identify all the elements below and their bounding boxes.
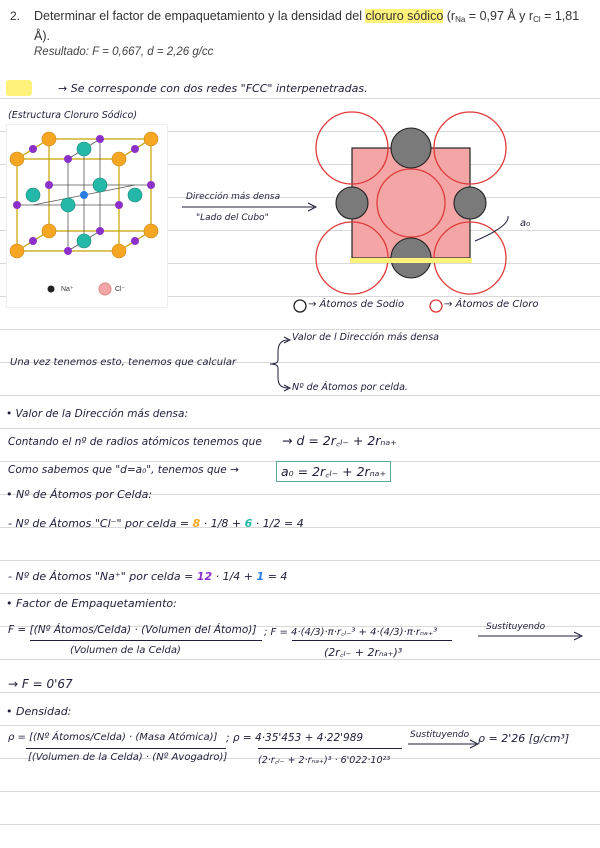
section-density-title: • Densidad:	[6, 705, 72, 718]
highlighted-term: cloruro sódico	[365, 9, 444, 23]
section-direction-title: • Valor de la Dirección más densa:	[6, 408, 188, 420]
atoms-cl-corner-count: 8	[192, 517, 201, 530]
calc-option-direction: Valor de l Dirección más densa	[292, 332, 439, 343]
atoms-na-line: - Nº de Átomos "Na⁺" por celda = 12 · 1/4 + 1 = 4	[8, 570, 288, 583]
atoms-na-center-count: 1	[256, 570, 265, 583]
factor-sub-fraction-bar	[292, 640, 452, 641]
factor-denominator: (Volumen de la Celda)	[70, 645, 181, 656]
factor-substituted-denominator: (2r꜀ₗ₋ + 2rₙₐ₊)³	[324, 646, 403, 659]
atoms-na-edge-count: 12	[196, 570, 213, 583]
factor-fraction-bar	[30, 640, 262, 641]
densest-direction-arrow	[180, 200, 320, 214]
chlorine-legend-circle	[428, 298, 444, 314]
section-factor-title: • Factor de Empaquetamiento:	[6, 597, 177, 610]
a0-label: a₀	[520, 218, 531, 229]
legend-na-dot	[48, 286, 55, 293]
problem-number: 2.	[10, 9, 21, 23]
factor-result: → F = 0'67	[8, 677, 73, 691]
factor-numerator: F = [(Nº Átomos/Celda) · (Volumen del Átomo)]	[8, 624, 257, 636]
density-sub-fraction-bar	[258, 748, 402, 749]
direction-line1-formula: → d = 2r꜀ₗ₋ + 2rₙₐ₊	[282, 433, 397, 448]
crystal-structure-diagram	[7, 125, 167, 307]
factor-substituted-numerator: ; F = 4·(4/3)·π·r꜀ₗ₋³ + 4·(4/3)·π·rₙₐ₊³	[264, 627, 438, 638]
center-na-atom	[80, 191, 88, 199]
density-numerator: ρ = [(Nº Átomos/Celda) · (Masa Atómica)]	[8, 732, 218, 743]
density-sustituyendo: Sustituyendo	[410, 730, 470, 740]
problem-text: Determinar el factor de empaquetamiento y la densidad del cloruro sódico ($r_{Na} = 0,97$ Å y $r_{Cl} = 1,81$ Å).	[34, 9, 580, 43]
density-sustituyendo-arrow	[406, 739, 482, 749]
legend-na-label: Na⁺	[61, 286, 74, 293]
sodium-legend-text: → Átomos de Sodio	[308, 299, 405, 310]
density-fraction-bar	[26, 748, 226, 749]
legend-cl-label: Cl⁻	[115, 286, 126, 293]
problem-statement	[0, 0, 600, 66]
highlight-mark	[6, 80, 32, 96]
edge-highlight	[350, 258, 472, 263]
densest-direction-label: Dirección más densa	[186, 192, 281, 202]
density-result: ρ = 2'26 [g/cm³]	[478, 732, 570, 745]
section-atoms-title: • Nº de Átomos por Celda:	[6, 488, 153, 501]
calc-intro: Una vez tenemos esto, tenemos que calcular	[10, 357, 237, 368]
factor-sustituyendo: Sustituyendo	[486, 622, 546, 632]
factor-sustituyendo-arrow	[476, 630, 586, 642]
density-denominator: [(Volumen de la Celda) · (Nº Avogadro)]	[28, 752, 228, 763]
direction-line2-text: Como sabemos que "d=a₀", tenemos que →	[8, 464, 239, 476]
atoms-cl-face-count: 6	[244, 517, 253, 530]
calc-option-atoms: Nº de Átomos por celda.	[292, 382, 408, 393]
direction-line1-text: Contando el nº de radios atómicos tenemos que	[8, 436, 262, 448]
cube-side-label: "Lado del Cubo"	[196, 213, 269, 223]
density-substituted-numerator: ; ρ = 4·35'453 + 4·22'989	[226, 732, 364, 744]
direction-line2-formula: a₀ = 2r꜀ₗ₋ + 2rₙₐ₊	[276, 461, 391, 482]
atoms-cl-line: - Nº de Átomos "Cl⁻" por celda = 8 · 1/8 + 6 · 1/2 = 4	[8, 517, 304, 530]
fcc-note: → Se corresponde con dos redes "FCC" interpenetradas.	[58, 82, 368, 95]
chlorine-legend-text: → Átomos de Cloro	[444, 299, 539, 310]
nacl-face-diagram	[310, 106, 520, 296]
legend-cl-dot	[99, 283, 111, 295]
structure-label: (Estructura Cloruro Sódico)	[8, 110, 138, 121]
density-substituted-denominator: (2·r꜀ₗ₋ + 2·rₙₐ₊)³ · 6'022·10²³	[258, 755, 391, 766]
sodium-legend-circle	[292, 298, 308, 314]
problem-result: Resultado: F = 0,667, d = 2,26 g/cc	[34, 46, 214, 58]
crystal-structure-image	[6, 124, 168, 308]
